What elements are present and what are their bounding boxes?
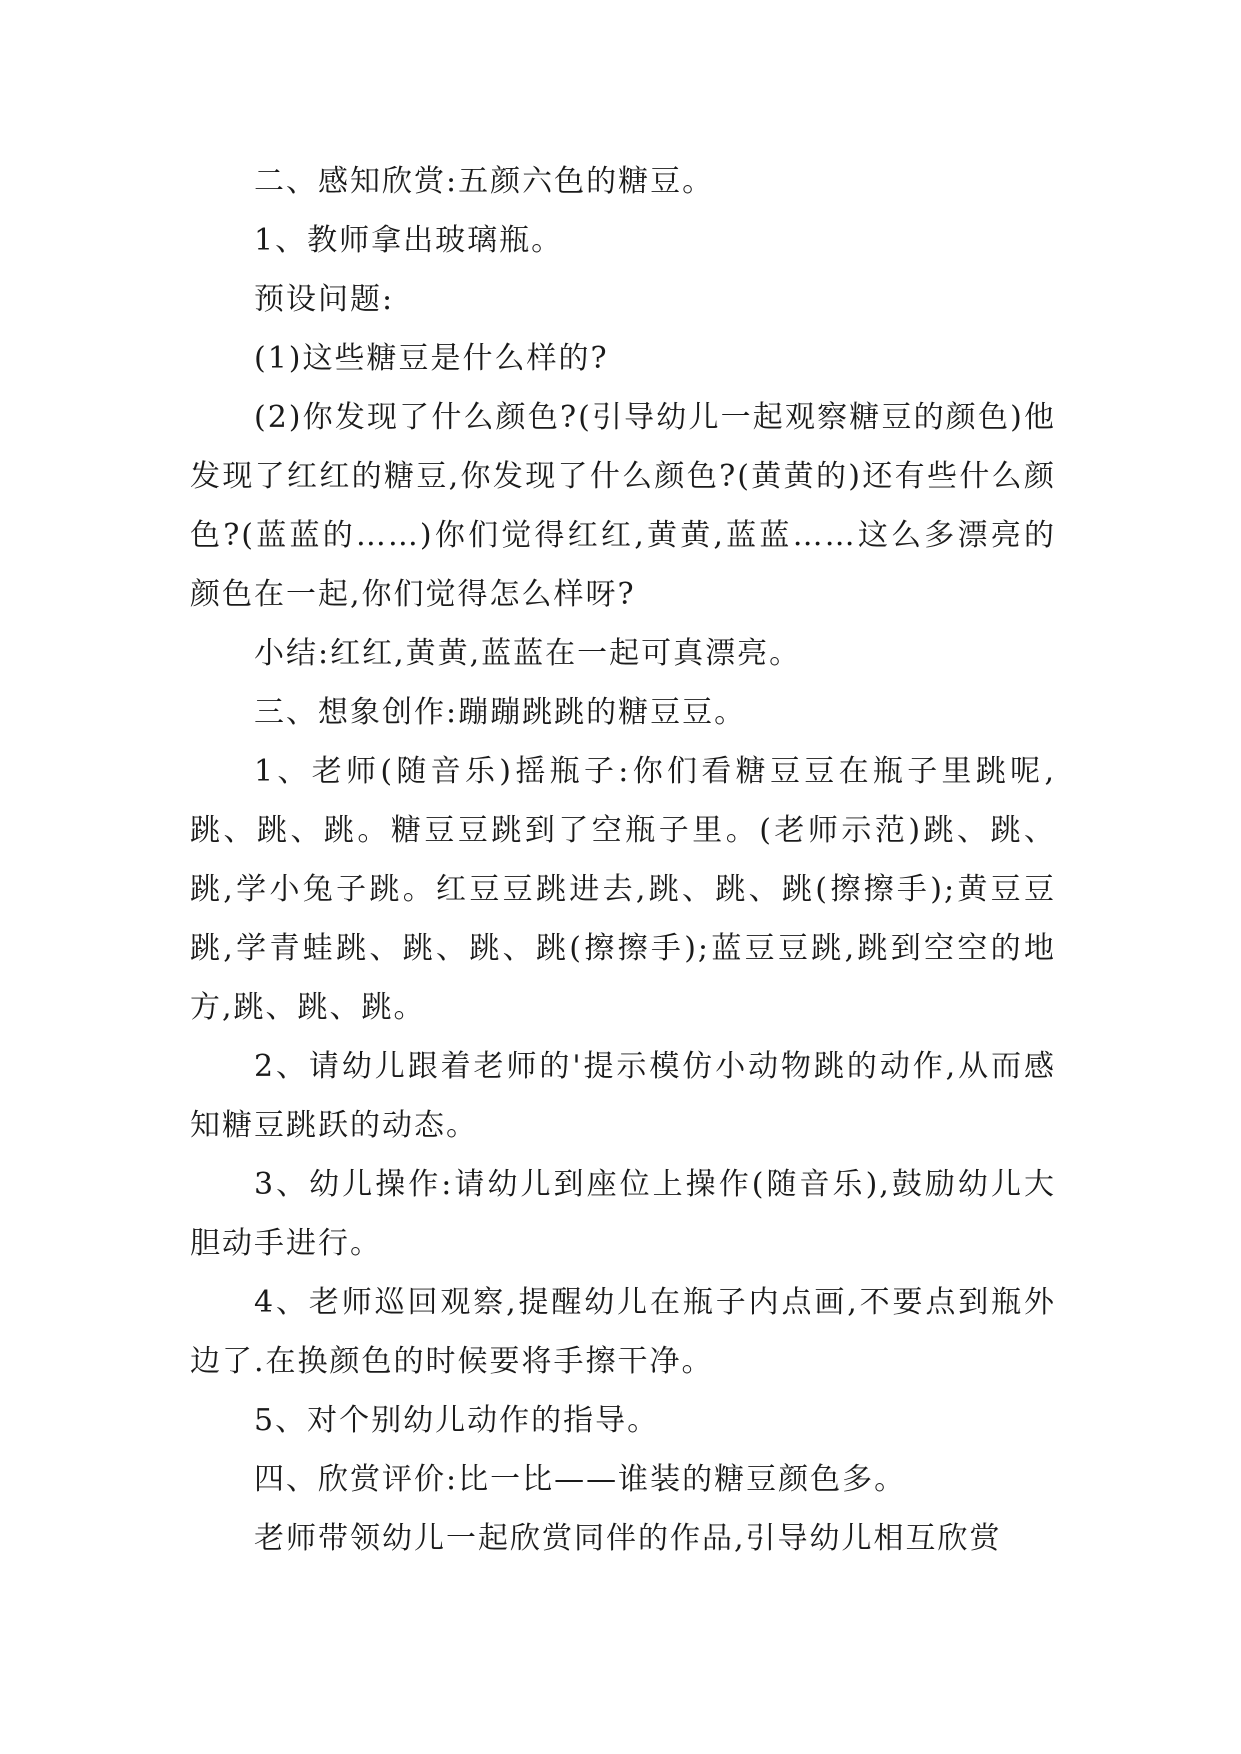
paragraph: 老师带领幼儿一起欣赏同伴的作品,引导幼儿相互欣赏 xyxy=(254,1521,1002,1556)
section-heading-evaluate: 四、欣赏评价:比一比——谁装的糖豆颜色多。 xyxy=(254,1462,907,1497)
paragraph: 4、老师巡回观察,提醒幼儿在瓶子内点画,不要点到瓶外边了.在换颜色的时候要将手擦干净。 xyxy=(190,1285,1056,1379)
document-body xyxy=(190,152,1056,1568)
paragraph: 5、对个别幼儿动作的指导。 xyxy=(254,1403,660,1438)
paragraph: 2、请幼儿跟着老师的'提示模仿小动物跳的动作,从而感知糖豆跳跃的动态。 xyxy=(190,1049,1056,1143)
section-heading-create: 三、想象创作:蹦蹦跳跳的糖豆豆。 xyxy=(254,695,747,730)
paragraph: 预设问题: xyxy=(254,282,395,317)
paragraph: 小结:红红,黄黄,蓝蓝在一起可真漂亮。 xyxy=(254,636,802,671)
paragraph: 1、老师(随音乐)摇瓶子:你们看糖豆豆在瓶子里跳呢,跳、跳、跳。糖豆豆跳到了空瓶子里。(老师示范)跳、跳、跳,学小兔子跳。红豆豆跳进去,跳、跳、跳(擦擦手);黄豆豆跳,学青蛙跳、跳、跳、跳(擦擦手);蓝豆豆跳,跳到空空的地方,跳、跳、跳。 xyxy=(190,754,1056,1025)
paragraph: (1)这些糖豆是什么样的? xyxy=(254,341,609,376)
paragraph: (2)你发现了什么颜色?(引导幼儿一起观察糖豆的颜色)他发现了红红的糖豆,你发现了什么颜色?(黄黄的)还有些什么颜色?(蓝蓝的……)你们觉得红红,黄黄,蓝蓝……这么多漂亮的颜色在一起,你们觉得怎么样呀? xyxy=(190,400,1056,612)
paragraph: 1、教师拿出玻璃瓶。 xyxy=(254,223,564,258)
section-heading-perceive: 二、感知欣赏:五颜六色的糖豆。 xyxy=(254,164,715,199)
paragraph: 3、幼儿操作:请幼儿到座位上操作(随音乐),鼓励幼儿大胆动手进行。 xyxy=(190,1167,1056,1261)
